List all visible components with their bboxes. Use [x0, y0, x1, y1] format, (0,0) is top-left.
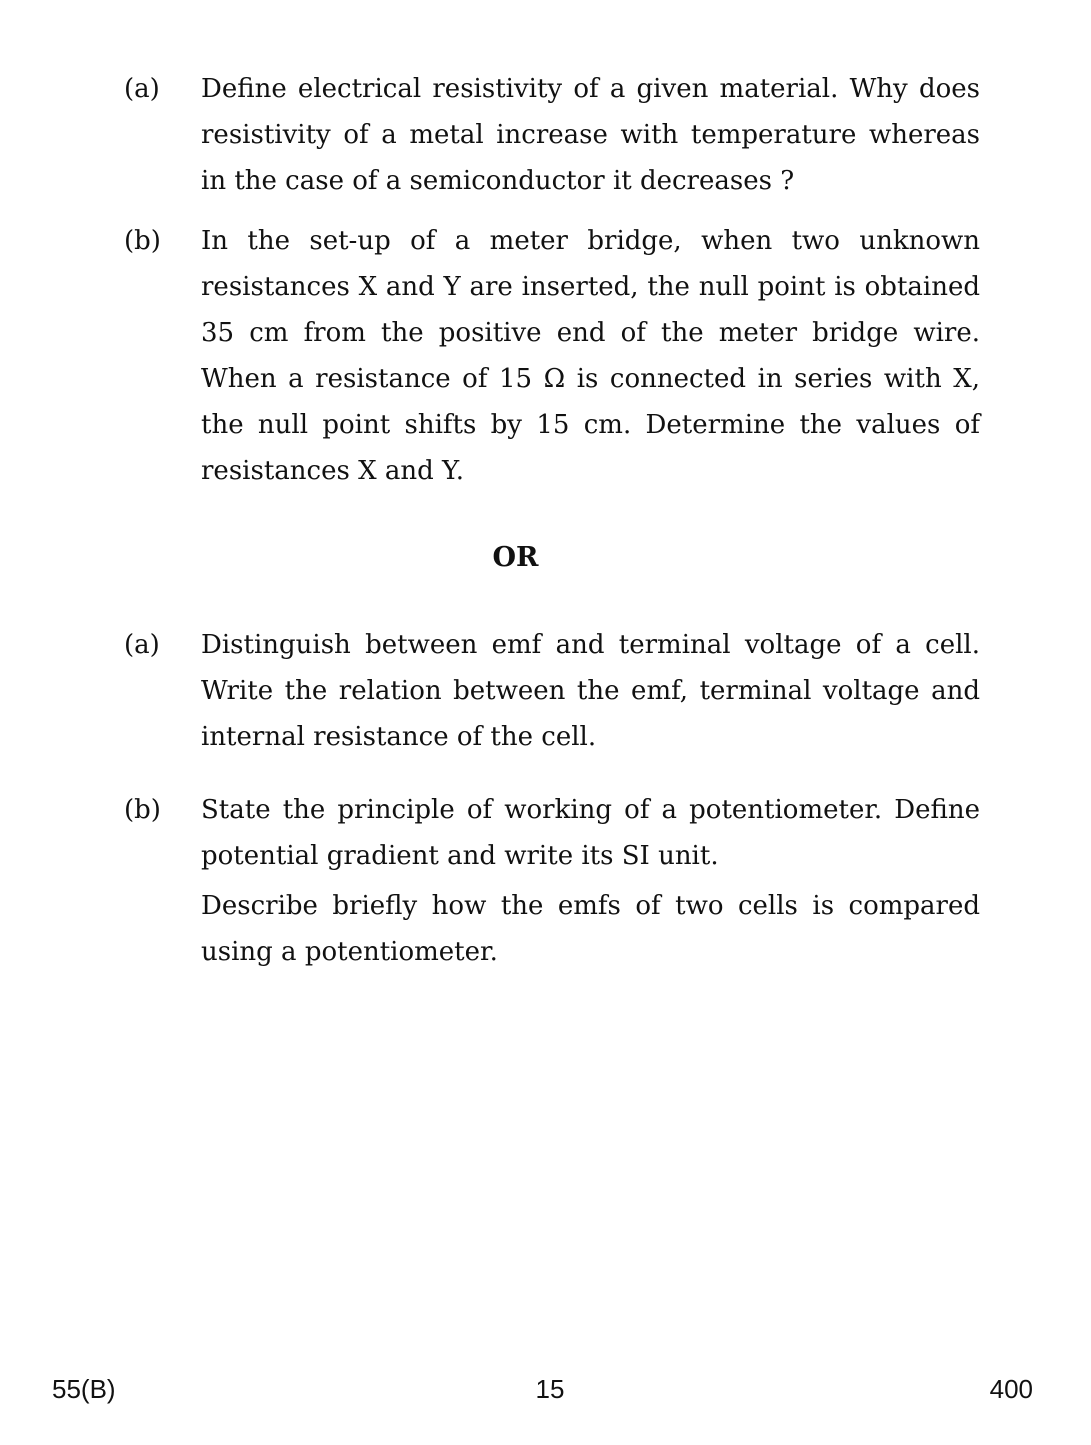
question-part-b-first	[124, 218, 980, 494]
question-part-b-second	[124, 787, 980, 975]
question-text: State the principle of working of a potentiometer. Define potential gradient and write its SI unit.	[201, 795, 980, 871]
part-label: (a)	[124, 630, 160, 660]
question-body	[201, 622, 980, 760]
question-body	[201, 66, 980, 204]
footer-number: 400	[989, 1374, 1033, 1404]
question-part-a-second	[124, 622, 980, 760]
paper-code: 55(B)	[52, 1374, 116, 1404]
question-body	[201, 787, 980, 975]
question-part-a-first	[124, 66, 980, 204]
question-text: Define electrical resistivity of a given material. Why does resistivity of a metal increase with temperature whereas in the case of a semiconductor it decreases ?	[201, 74, 980, 196]
question-text: Distinguish between emf and terminal voltage of a cell. Write the relation between the emf, terminal voltage and internal resistance of the cell.	[201, 630, 980, 752]
part-label: (b)	[124, 226, 161, 256]
question-text: Describe briefly how the emfs of two cells is compared using a potentiometer.	[201, 891, 980, 967]
or-separator: OR	[492, 542, 539, 573]
part-label: (a)	[124, 74, 160, 104]
page-number: 15	[535, 1374, 565, 1404]
question-body	[201, 218, 980, 494]
part-label: (b)	[124, 795, 161, 825]
question-text: In the set-up of a meter bridge, when two unknown resistances X and Y are inserted, the null point is obtained 35 cm from the positive end of the meter bridge wire. When a resistance of 15 Ω is connected in series with X, the null point shifts by 15 cm. Determine the values of resistances X and Y.	[201, 226, 980, 486]
